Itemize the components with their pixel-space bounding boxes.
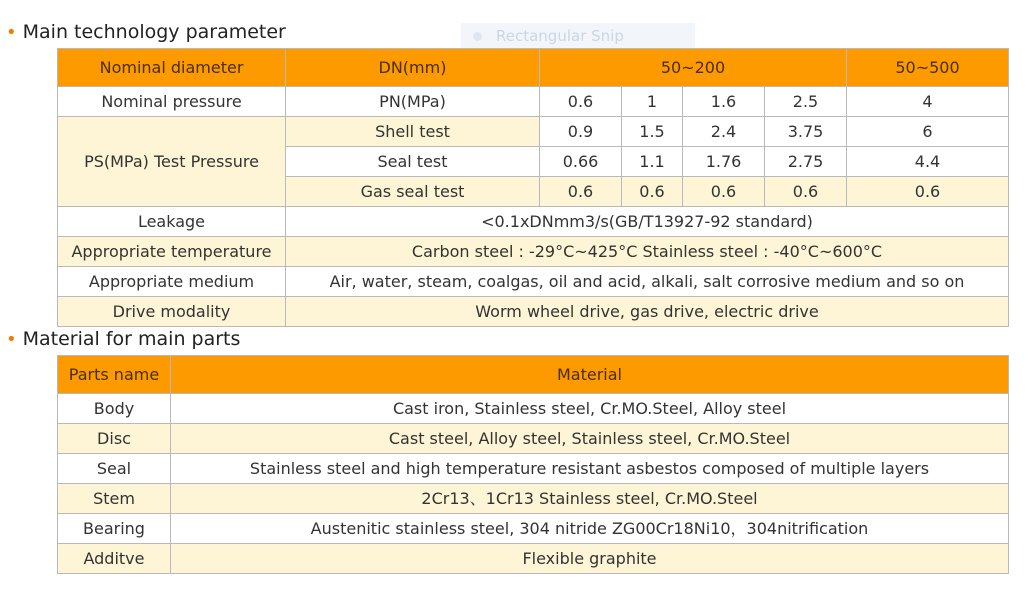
table-header-row bbox=[58, 356, 1009, 394]
table-cell: Air, water, steam, coalgas, oil and acid, alkali, salt corrosive medium and so on bbox=[286, 267, 1009, 297]
table-cell: Carbon steel : -29°C~425°C Stainless steel : -40°C~600°C bbox=[286, 237, 1009, 267]
table-cell: 0.6 bbox=[765, 177, 847, 207]
table-cell: 0.66 bbox=[540, 147, 622, 177]
row-label: Drive modality bbox=[58, 297, 286, 327]
table-cell: 1.76 bbox=[683, 147, 765, 177]
table-row bbox=[58, 424, 1009, 454]
bullet-icon: • bbox=[6, 22, 17, 43]
header-cell: Parts name bbox=[58, 356, 171, 394]
table-cell: 4 bbox=[847, 87, 1009, 117]
part-name: Body bbox=[58, 394, 171, 424]
table-cell: 0.9 bbox=[540, 117, 622, 147]
material-table bbox=[57, 355, 1009, 574]
table-cell: 1.1 bbox=[622, 147, 683, 177]
table-row bbox=[58, 394, 1009, 424]
row-name: Shell test bbox=[286, 117, 540, 147]
header-cell: Nominal diameter bbox=[58, 49, 286, 87]
table-cell: 4.4 bbox=[847, 147, 1009, 177]
part-name: Bearing bbox=[58, 514, 171, 544]
table-cell: Worm wheel drive, gas drive, electric drive bbox=[286, 297, 1009, 327]
table-cell: 0.6 bbox=[683, 177, 765, 207]
part-name: Additve bbox=[58, 544, 171, 574]
section-title: Main technology parameter bbox=[22, 21, 286, 43]
part-material: Flexible graphite bbox=[171, 544, 1009, 574]
table-header-row bbox=[58, 49, 1009, 87]
table-row bbox=[58, 484, 1009, 514]
table-cell: 0.6 bbox=[622, 177, 683, 207]
table-cell: 0.6 bbox=[847, 177, 1009, 207]
table-row bbox=[58, 87, 1009, 117]
table-cell: 1.5 bbox=[622, 117, 683, 147]
row-label: Leakage bbox=[58, 207, 286, 237]
part-material: Austenitic stainless steel, 304 nitride ZG00Cr18Ni10，304nitrification bbox=[171, 514, 1009, 544]
part-name: Seal bbox=[58, 454, 171, 484]
row-label: Appropriate temperature bbox=[58, 237, 286, 267]
header-cell: 50~500 bbox=[847, 49, 1009, 87]
table-cell: 2.75 bbox=[765, 147, 847, 177]
table-cell: 1 bbox=[622, 87, 683, 117]
table-row bbox=[58, 514, 1009, 544]
row-name: Seal test bbox=[286, 147, 540, 177]
section-heading-materials bbox=[6, 327, 240, 352]
snip-dot-icon bbox=[473, 32, 482, 41]
table-cell: 2.5 bbox=[765, 87, 847, 117]
row-name: Gas seal test bbox=[286, 177, 540, 207]
table-row bbox=[58, 267, 1009, 297]
table-cell: 2.4 bbox=[683, 117, 765, 147]
table-row bbox=[58, 237, 1009, 267]
part-material: Cast steel, Alloy steel, Stainless steel, Cr.MO.Steel bbox=[171, 424, 1009, 454]
bullet-icon: • bbox=[6, 329, 17, 350]
row-label: Nominal pressure bbox=[58, 87, 286, 117]
header-cell: DN(mm) bbox=[286, 49, 540, 87]
parameter-table bbox=[57, 48, 1009, 327]
table-cell: 0.6 bbox=[540, 177, 622, 207]
part-name: Disc bbox=[58, 424, 171, 454]
part-material: Cast iron, Stainless steel, Cr.MO.Steel, Alloy steel bbox=[171, 394, 1009, 424]
snip-label: Rectangular Snip bbox=[496, 27, 624, 45]
table-row bbox=[58, 544, 1009, 574]
part-material: Stainless steel and high temperature resistant asbestos composed of multiple layers bbox=[171, 454, 1009, 484]
table-row bbox=[58, 117, 1009, 147]
row-unit: PN(MPa) bbox=[286, 87, 540, 117]
section-heading-parameters bbox=[6, 20, 286, 45]
table-cell: 6 bbox=[847, 117, 1009, 147]
part-name: Stem bbox=[58, 484, 171, 514]
table-row bbox=[58, 297, 1009, 327]
table-cell: 1.6 bbox=[683, 87, 765, 117]
header-cell: Material bbox=[171, 356, 1009, 394]
snip-overlay bbox=[461, 23, 695, 50]
part-material: 2Cr13、1Cr13 Stainless steel, Cr.MO.Steel bbox=[171, 484, 1009, 514]
table-row bbox=[58, 454, 1009, 484]
table-cell: 0.6 bbox=[540, 87, 622, 117]
section-title: Material for main parts bbox=[22, 328, 241, 350]
table-row bbox=[58, 207, 1009, 237]
row-label: Appropriate medium bbox=[58, 267, 286, 297]
table-cell: <0.1xDNmm3/s(GB/T13927-92 standard) bbox=[286, 207, 1009, 237]
table-cell: 3.75 bbox=[765, 117, 847, 147]
header-cell: 50~200 bbox=[540, 49, 847, 87]
row-label: PS(MPa) Test Pressure bbox=[58, 117, 286, 207]
